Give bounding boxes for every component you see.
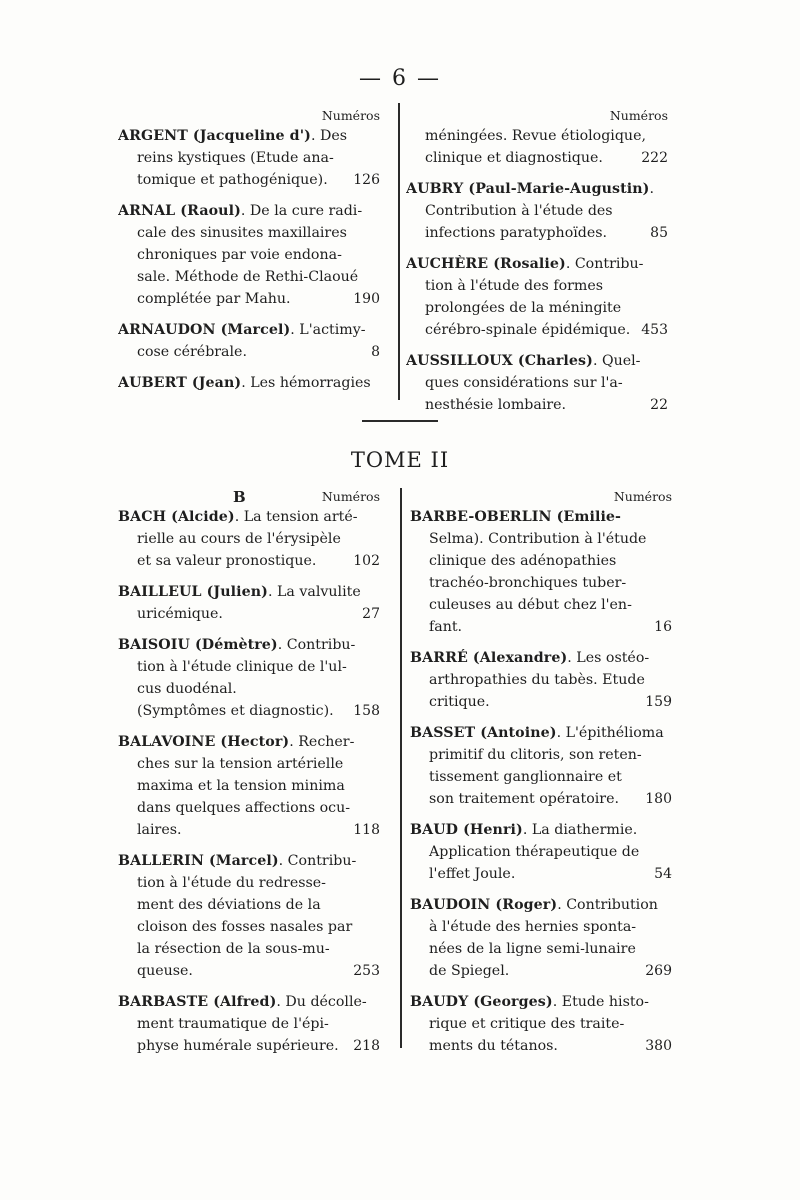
entry-line: BARBASTE (Alfred). Du décolle- bbox=[118, 994, 367, 1010]
entry-line: ment des déviations de la bbox=[137, 897, 321, 913]
author-name: AUCHÈRE (Rosalie) bbox=[406, 256, 566, 272]
author-name: BACH (Alcide) bbox=[118, 509, 235, 525]
entry-line: ARGENT (Jacqueline d'). Des bbox=[118, 128, 348, 144]
entry-line: ques considérations sur l'a- bbox=[425, 375, 623, 391]
entry-line: BASSET (Antoine). L'épithélioma bbox=[410, 725, 664, 741]
entry-line: BARRÉ (Alexandre). Les ostéo- bbox=[410, 650, 650, 666]
index-entry bbox=[118, 319, 380, 363]
entry-line: à l'étude des hernies sponta- bbox=[429, 919, 637, 935]
entry-number: 85 bbox=[650, 225, 668, 241]
entry-line: Application thérapeutique de bbox=[429, 844, 640, 860]
author-name: BARBE-OBERLIN (Emilie- bbox=[410, 509, 622, 525]
entry-line: ment traumatique de l'épi- bbox=[137, 1016, 329, 1032]
entry-number: 180 bbox=[645, 791, 672, 807]
entry-line: BAUD (Henri). La diathermie. bbox=[410, 822, 638, 838]
entry-line: critique. bbox=[429, 694, 490, 710]
entry-line: trachéo-bronchiques tuber- bbox=[429, 575, 627, 591]
entry-line: ments du tétanos. bbox=[429, 1038, 558, 1054]
index-entry bbox=[118, 634, 380, 722]
entry-number: 269 bbox=[645, 963, 672, 979]
entry-line: maxima et la tension minima bbox=[137, 778, 345, 794]
entry-number: 222 bbox=[641, 150, 668, 166]
entry-line: queuse. bbox=[137, 963, 193, 979]
entry-line: chroniques par voie endona- bbox=[137, 247, 342, 263]
entry-line: AUCHÈRE (Rosalie). Contribu- bbox=[406, 256, 644, 272]
entry-line: nesthésie lombaire. bbox=[425, 397, 567, 413]
entry-number: 453 bbox=[641, 322, 668, 338]
author-name: BARBASTE (Alfred) bbox=[118, 994, 277, 1010]
entry-number: 27 bbox=[362, 606, 380, 622]
entry-number: 54 bbox=[654, 866, 672, 882]
entry-line: laires. bbox=[137, 822, 182, 838]
entry-line: clinique et diagnostique. bbox=[425, 150, 603, 166]
index-entry bbox=[410, 991, 672, 1057]
entry-line: arthropathies du tabès. Etude bbox=[429, 672, 645, 688]
entry-list bbox=[118, 125, 380, 394]
author-name: AUSSILLOUX (Charles) bbox=[406, 353, 593, 369]
column-header: Numéros bbox=[609, 108, 668, 123]
entry-number: 158 bbox=[353, 703, 380, 719]
entry-line: rique et critique des traite- bbox=[429, 1016, 625, 1032]
entry-line: Contribution à l'étude des bbox=[425, 203, 613, 219]
entry-line: méningées. Revue étiologique, bbox=[425, 128, 646, 144]
entry-line: fant. bbox=[429, 619, 463, 635]
author-name: BAUD (Henri) bbox=[410, 822, 523, 838]
entry-line: uricémique. bbox=[137, 606, 223, 622]
entry-line: primitif du clitoris, son reten- bbox=[429, 747, 642, 763]
entry-line: BALLERIN (Marcel). Contribu- bbox=[118, 853, 357, 869]
entry-number: 190 bbox=[353, 291, 380, 307]
entry-line: cus duodénal. bbox=[137, 681, 237, 697]
author-name: BALLERIN (Marcel) bbox=[118, 853, 279, 869]
author-name: BAUDY (Georges) bbox=[410, 994, 553, 1010]
section-divider bbox=[362, 420, 438, 422]
entry-line: rielle au cours de l'érysipèle bbox=[137, 531, 341, 547]
entry-line: cérébro-spinale épidémique. bbox=[425, 322, 631, 338]
index-entry bbox=[406, 253, 668, 341]
entry-line: BALAVOINE (Hector). Recher- bbox=[118, 734, 355, 750]
index-entry bbox=[410, 506, 672, 638]
author-name: BASSET (Antoine) bbox=[410, 725, 557, 741]
entry-number: 118 bbox=[353, 822, 380, 838]
index-entry bbox=[410, 819, 672, 885]
entry-line: AUBERT (Jean). Les hémorragies bbox=[118, 375, 371, 391]
entry-line: BAUDY (Georges). Etude histo- bbox=[410, 994, 649, 1010]
entry-list bbox=[410, 506, 672, 1057]
author-name: ARGENT (Jacqueline d') bbox=[118, 128, 311, 144]
author-name: BAISOIU (Démètre) bbox=[118, 637, 278, 653]
column-header: B Numéros bbox=[233, 488, 380, 506]
entry-number: 16 bbox=[654, 619, 672, 635]
entry-line: la résection de la sous-mu- bbox=[137, 941, 330, 957]
entry-number: 159 bbox=[645, 694, 672, 710]
entry-number: 22 bbox=[650, 397, 668, 413]
entry-line: tion à l'étude des formes bbox=[425, 278, 604, 294]
author-name: BARRÉ (Alexandre) bbox=[410, 650, 568, 666]
entry-line: BAUDOIN (Roger). Contribution bbox=[410, 897, 658, 913]
author-name: BAUDOIN (Roger) bbox=[410, 897, 558, 913]
entry-line: complétée par Mahu. bbox=[137, 291, 291, 307]
entry-line: son traitement opératoire. bbox=[429, 791, 619, 807]
column-header: Numéros bbox=[321, 108, 380, 123]
index-entry bbox=[118, 506, 380, 572]
bottom-left-column bbox=[118, 488, 380, 1066]
page-number: — 6 — bbox=[359, 66, 441, 91]
author-name: ARNAL (Raoul) bbox=[118, 203, 241, 219]
index-entry bbox=[118, 731, 380, 841]
entry-line: sale. Méthode de Rethi-Claoué bbox=[137, 269, 359, 285]
entry-line: et sa valeur pronostique. bbox=[137, 553, 317, 569]
entry-line: ches sur la tension artérielle bbox=[137, 756, 344, 772]
entry-line: ARNAUDON (Marcel). L'actimy- bbox=[118, 322, 366, 338]
author-name: AUBERT (Jean) bbox=[118, 375, 242, 391]
entry-line: l'effet Joule. bbox=[429, 866, 516, 882]
entry-line bbox=[410, 506, 672, 528]
index-entry bbox=[410, 722, 672, 810]
entry-line: (Symptômes et diagnostic). bbox=[137, 703, 334, 719]
entry-line: BAILLEUL (Julien). La valvulite bbox=[118, 584, 361, 600]
column-divider bbox=[400, 488, 402, 1048]
entry-line: Selma). Contribution à l'étude bbox=[429, 531, 647, 547]
entry-line: nées de la ligne semi-lunaire bbox=[429, 941, 636, 957]
tome-title: TOME II bbox=[350, 448, 450, 472]
top-right-column bbox=[406, 107, 668, 425]
entry-number: 8 bbox=[371, 344, 380, 360]
entry-list bbox=[406, 125, 668, 416]
entry-line: reins kystiques (Etude ana- bbox=[137, 150, 334, 166]
index-entry bbox=[118, 991, 380, 1057]
entry-line: ARNAL (Raoul). De la cure radi- bbox=[118, 203, 363, 219]
entry-line: infections paratyphoïdes. bbox=[425, 225, 608, 241]
entry-line: tion à l'étude du redresse- bbox=[137, 875, 326, 891]
index-entry bbox=[410, 647, 672, 713]
entry-number: 218 bbox=[353, 1038, 380, 1054]
entry-line: cose cérébrale. bbox=[137, 344, 247, 360]
entry-line: tomique et pathogénique). bbox=[137, 172, 328, 188]
column-header: Numéros bbox=[613, 489, 672, 504]
index-entry bbox=[118, 581, 380, 625]
column-divider bbox=[398, 103, 400, 400]
index-entry bbox=[410, 894, 672, 982]
entry-line: dans quelques affections ocu- bbox=[137, 800, 351, 816]
entry-number: 253 bbox=[353, 963, 380, 979]
entry-line: physe humérale supérieure. bbox=[137, 1038, 339, 1054]
index-entry bbox=[406, 125, 668, 169]
author-name: ARNAUDON (Marcel) bbox=[118, 322, 291, 338]
entry-line: AUSSILLOUX (Charles). Quel- bbox=[406, 353, 641, 369]
author-name: BAILLEUL (Julien) bbox=[118, 584, 268, 600]
section-letter: B bbox=[233, 488, 246, 506]
entry-line: AUBRY (Paul-Marie-Augustin). bbox=[406, 181, 654, 197]
author-name: BALAVOINE (Hector) bbox=[118, 734, 290, 750]
entry-list bbox=[118, 506, 380, 1057]
entry-number: 102 bbox=[353, 553, 380, 569]
entry-line: BAISOIU (Démètre). Contribu- bbox=[118, 637, 356, 653]
entry-line: cloison des fosses nasales par bbox=[137, 919, 353, 935]
entry-number: 380 bbox=[645, 1038, 672, 1054]
index-entry bbox=[118, 372, 380, 394]
entry-number: 126 bbox=[353, 172, 380, 188]
index-entry bbox=[118, 200, 380, 310]
entry-line: de Spiegel. bbox=[429, 963, 510, 979]
index-entry bbox=[118, 850, 380, 982]
index-entry bbox=[118, 125, 380, 191]
bottom-right-column bbox=[410, 488, 672, 1066]
entry-line: culeuses au début chez l'en- bbox=[429, 597, 632, 613]
entry-line: prolongées de la méningite bbox=[425, 300, 622, 316]
entry-line: clinique des adénopathies bbox=[429, 553, 617, 569]
entry-line: BACH (Alcide). La tension arté- bbox=[118, 509, 358, 525]
index-entry bbox=[406, 178, 668, 244]
entry-line: tion à l'étude clinique de l'ul- bbox=[137, 659, 347, 675]
entry-line: cale des sinusites maxillaires bbox=[137, 225, 347, 241]
entry-line: tissement ganglionnaire et bbox=[429, 769, 622, 785]
author-name: AUBRY (Paul-Marie-Augustin) bbox=[406, 181, 650, 197]
index-entry bbox=[406, 350, 668, 416]
top-left-column bbox=[118, 107, 380, 403]
